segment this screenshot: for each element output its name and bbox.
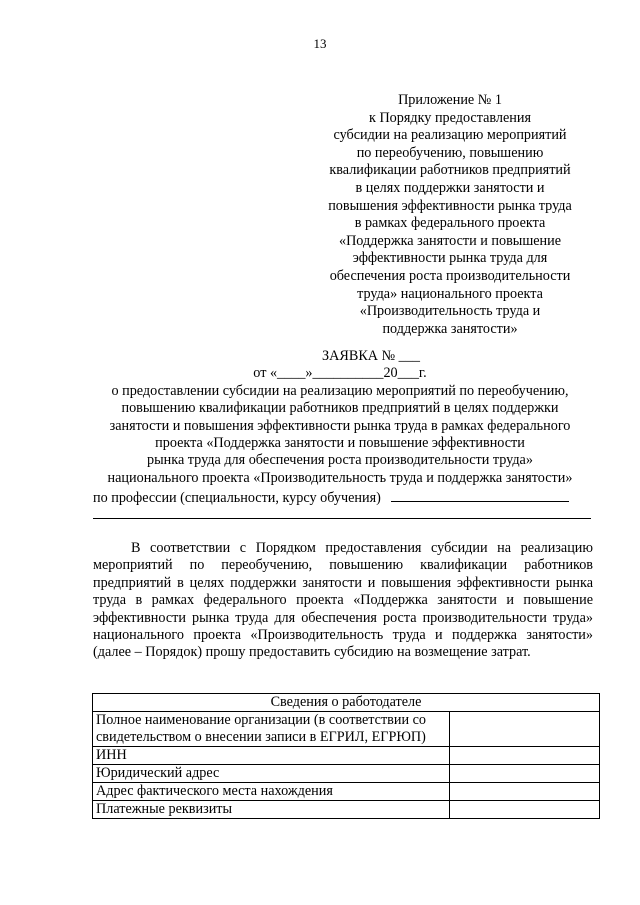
application-subject-line: проекта «Поддержка занятости и повышение эффективности bbox=[155, 435, 525, 452]
profession-row bbox=[80, 487, 600, 507]
table-header-row bbox=[93, 694, 600, 712]
application-subject-line: занятости и повышения эффективности рынка труда в рамках федерального bbox=[109, 417, 571, 434]
appendix-line: эффективности рынка труда для bbox=[352, 250, 548, 267]
appendix-line: «Производительность труда и bbox=[359, 303, 541, 320]
table-row-value-cell[interactable] bbox=[450, 712, 600, 747]
table-row bbox=[93, 783, 600, 801]
table-row-label: Полное наименование организации (в соответствии со свидетельством о внесении записи в ЕГРИЛ, ЕГРЮП) bbox=[93, 712, 450, 747]
profession-continuation-line[interactable] bbox=[93, 518, 591, 519]
page-number: 13 bbox=[313, 36, 327, 51]
table-row-label: ИНН bbox=[93, 747, 450, 765]
application-header bbox=[80, 348, 600, 508]
appendix-block bbox=[300, 92, 600, 338]
application-subject-line: повышению квалификации работников предприятий в целях поддержки bbox=[121, 400, 559, 417]
table-row-label: Платежные реквизиты bbox=[93, 801, 450, 819]
table-row bbox=[93, 712, 600, 747]
appendix-line: обеспечения роста производительности bbox=[329, 267, 571, 284]
appendix-line: к Порядку предоставления bbox=[369, 109, 531, 126]
appendix-line: квалификации работников предприятий bbox=[329, 162, 571, 179]
application-subject-line: рынка труда для обеспечения роста производительности труда» bbox=[147, 452, 533, 469]
appendix-line: субсидии на реализацию мероприятий bbox=[333, 127, 567, 144]
profession-fill-field[interactable] bbox=[391, 487, 569, 502]
appendix-line: труда» национального проекта bbox=[357, 285, 543, 302]
employer-info-table bbox=[92, 693, 600, 819]
table-row-value-cell[interactable] bbox=[450, 747, 600, 765]
profession-label: по профессии (специальности, курсу обучения) bbox=[93, 490, 381, 507]
appendix-line: в целях поддержки занятости и bbox=[355, 179, 545, 196]
request-paragraph: В соответствии с Порядком предоставления субсидии на реализацию мероприятий по переобучению, повышению квалификации работников предприятий в целях поддержки занятости и повышения эффективности рынка труда в рамках федерального проекта «Поддержка занятости и повышение эффективности рынка труда для обеспечения роста производительности труда» национального проекта «Производительность труда и поддержка занятости» (далее – Порядок) прошу предоставить субсидию на возмещение затрат. bbox=[93, 540, 593, 661]
table-row bbox=[93, 765, 600, 783]
table-row bbox=[93, 801, 600, 819]
table-row-label: Юридический адрес bbox=[93, 765, 450, 783]
appendix-line: в рамках федерального проекта bbox=[354, 215, 546, 232]
appendix-line: по переобучению, повышению bbox=[356, 144, 544, 161]
application-subject-line: национального проекта «Производительность труда и поддержка занятости» bbox=[107, 469, 573, 486]
table-row-value-cell[interactable] bbox=[450, 765, 600, 783]
appendix-line: поддержка занятости» bbox=[382, 320, 518, 337]
appendix-line: повышения эффективности рынка труда bbox=[328, 197, 572, 214]
application-title: ЗАЯВКА № ___ bbox=[322, 348, 420, 364]
appendix-line: «Поддержка занятости и повышение bbox=[338, 232, 562, 249]
table-header: Сведения о работодателе bbox=[93, 694, 600, 712]
application-date-line: от «____»__________20___г. bbox=[253, 365, 427, 382]
appendix-line: Приложение № 1 bbox=[398, 92, 502, 108]
table-row bbox=[93, 747, 600, 765]
application-subject-line: о предоставлении субсидии на реализацию мероприятий по переобучению, bbox=[111, 382, 569, 399]
table-row-label: Адрес фактического места нахождения bbox=[93, 783, 450, 801]
table-row-value-cell[interactable] bbox=[450, 801, 600, 819]
table-row-value-cell[interactable] bbox=[450, 783, 600, 801]
